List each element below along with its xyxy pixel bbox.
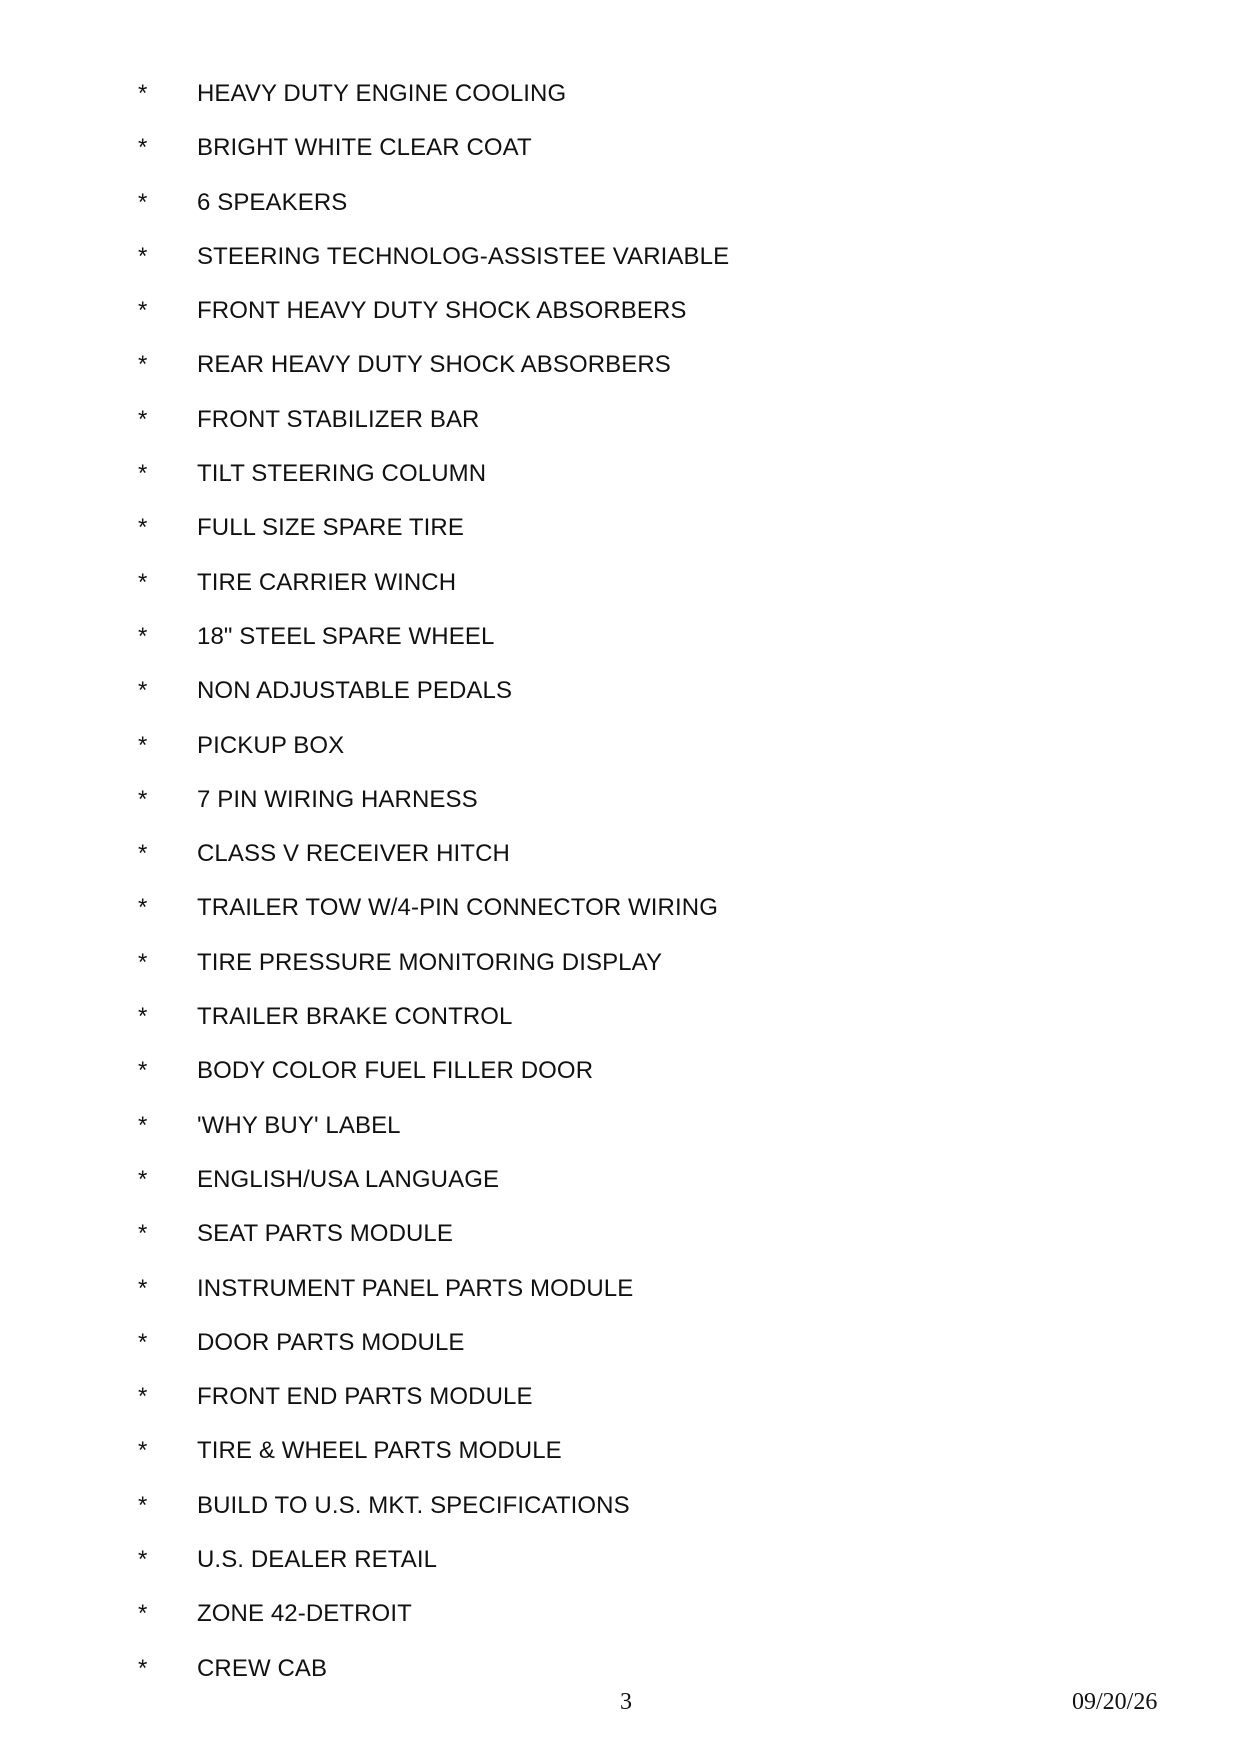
list-item — [0, 1003, 1240, 1057]
feature-label: U.S. DEALER RETAIL — [197, 1546, 438, 1574]
list-item — [0, 949, 1240, 1003]
list-item — [0, 189, 1240, 243]
list-item — [0, 351, 1240, 405]
feature-label: INSTRUMENT PANEL PARTS MODULE — [197, 1274, 634, 1302]
bullet-asterisk: * — [138, 1383, 148, 1411]
list-item — [0, 1057, 1240, 1111]
list-item — [0, 1437, 1240, 1491]
feature-label: PICKUP BOX — [197, 731, 345, 759]
feature-label: ENGLISH/USA LANGUAGE — [197, 1165, 500, 1193]
footer-date: 09/20/26 — [1072, 1689, 1158, 1715]
list-item — [0, 786, 1240, 840]
bullet-asterisk: * — [138, 1165, 148, 1193]
page-number: 3 — [620, 1689, 632, 1715]
feature-label: TIRE & WHEEL PARTS MODULE — [197, 1437, 562, 1465]
bullet-asterisk: * — [138, 297, 148, 325]
bullet-asterisk: * — [138, 1600, 148, 1628]
feature-label: FULL SIZE SPARE TIRE — [197, 514, 464, 542]
feature-label: BODY COLOR FUEL FILLER DOOR — [197, 1057, 594, 1085]
bullet-asterisk: * — [138, 242, 148, 270]
bullet-asterisk: * — [138, 1220, 148, 1248]
bullet-asterisk: * — [138, 1654, 148, 1682]
bullet-asterisk: * — [138, 840, 148, 868]
feature-label: BUILD TO U.S. MKT. SPECIFICATIONS — [197, 1491, 630, 1519]
feature-label: 6 SPEAKERS — [197, 188, 348, 216]
bullet-asterisk: * — [138, 1111, 148, 1139]
list-item — [0, 1220, 1240, 1274]
bullet-asterisk: * — [138, 731, 148, 759]
feature-label: TRAILER BRAKE CONTROL — [197, 1003, 513, 1031]
list-item — [0, 677, 1240, 731]
list-item — [0, 1492, 1240, 1546]
feature-label: TIRE PRESSURE MONITORING DISPLAY — [197, 948, 663, 976]
bullet-asterisk: * — [138, 405, 148, 433]
bullet-asterisk: * — [138, 1491, 148, 1519]
bullet-asterisk: * — [138, 134, 148, 162]
list-item — [0, 80, 1240, 134]
bullet-asterisk: * — [138, 514, 148, 542]
list-item — [0, 243, 1240, 297]
list-item — [0, 840, 1240, 894]
bullet-asterisk: * — [138, 1328, 148, 1356]
list-item — [0, 894, 1240, 948]
bullet-asterisk: * — [138, 460, 148, 488]
list-item — [0, 1112, 1240, 1166]
feature-label: SEAT PARTS MODULE — [197, 1220, 453, 1248]
feature-label: TIRE CARRIER WINCH — [197, 568, 457, 596]
list-item — [0, 1166, 1240, 1220]
feature-label: NON ADJUSTABLE PEDALS — [197, 677, 513, 705]
bullet-asterisk: * — [138, 622, 148, 650]
feature-label: FRONT STABILIZER BAR — [197, 405, 480, 433]
feature-label: ZONE 42-DETROIT — [197, 1600, 412, 1628]
feature-label: STEERING TECHNOLOG-ASSISTEE VARIABLE — [197, 242, 730, 270]
bullet-asterisk: * — [138, 948, 148, 976]
feature-label: 'WHY BUY' LABEL — [197, 1111, 401, 1139]
bullet-asterisk: * — [138, 785, 148, 813]
bullet-asterisk: * — [138, 1274, 148, 1302]
bullet-asterisk: * — [138, 1546, 148, 1574]
feature-label: FRONT END PARTS MODULE — [197, 1383, 533, 1411]
feature-label: DOOR PARTS MODULE — [197, 1328, 465, 1356]
feature-label: CLASS V RECEIVER HITCH — [197, 840, 510, 868]
list-item — [0, 569, 1240, 623]
bullet-asterisk: * — [138, 1437, 148, 1465]
list-item — [0, 297, 1240, 351]
list-item — [0, 1275, 1240, 1329]
list-item — [0, 1329, 1240, 1383]
list-item — [0, 134, 1240, 188]
feature-label: TRAILER TOW W/4-PIN CONNECTOR WIRING — [197, 894, 718, 922]
list-item — [0, 514, 1240, 568]
list-item — [0, 1600, 1240, 1654]
list-item — [0, 1546, 1240, 1600]
feature-label: REAR HEAVY DUTY SHOCK ABSORBERS — [197, 351, 671, 379]
bullet-asterisk: * — [138, 80, 148, 107]
feature-label: HEAVY DUTY ENGINE COOLING — [197, 80, 567, 107]
list-item — [0, 732, 1240, 786]
bullet-asterisk: * — [138, 1057, 148, 1085]
feature-label: 18" STEEL SPARE WHEEL — [197, 622, 495, 650]
bullet-asterisk: * — [138, 351, 148, 379]
bullet-asterisk: * — [138, 894, 148, 922]
list-item — [0, 623, 1240, 677]
feature-label: FRONT HEAVY DUTY SHOCK ABSORBERS — [197, 297, 687, 325]
feature-list — [0, 80, 1240, 1709]
bullet-asterisk: * — [138, 188, 148, 216]
list-item — [0, 1383, 1240, 1437]
bullet-asterisk: * — [138, 1003, 148, 1031]
bullet-asterisk: * — [138, 677, 148, 705]
feature-label: BRIGHT WHITE CLEAR COAT — [197, 134, 532, 162]
feature-label: 7 PIN WIRING HARNESS — [197, 785, 478, 813]
bullet-asterisk: * — [138, 568, 148, 596]
feature-label: CREW CAB — [197, 1654, 328, 1682]
list-item — [0, 406, 1240, 460]
list-item — [0, 460, 1240, 514]
feature-label: TILT STEERING COLUMN — [197, 460, 487, 488]
